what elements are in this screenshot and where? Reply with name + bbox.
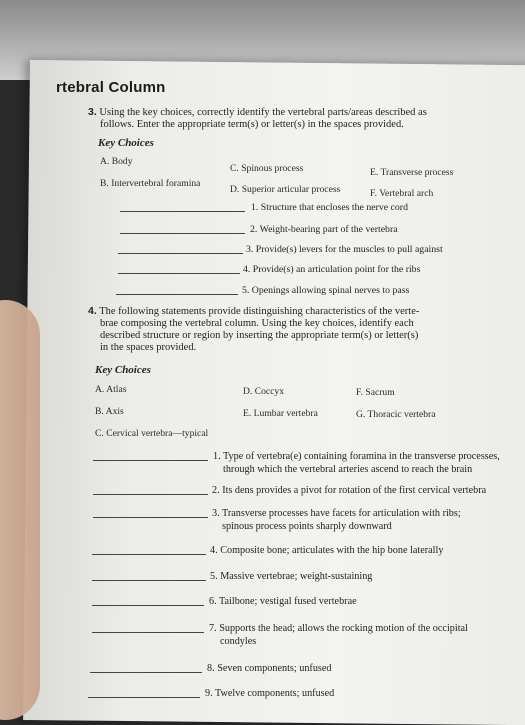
page-title: rtebral Column bbox=[56, 79, 166, 96]
question-3-prompt bbox=[88, 106, 468, 131]
q4-item-1-line2: through which the vertebral arteries ascend to reach the brain bbox=[223, 464, 473, 475]
q4-item-7-line1: 7. Supports the head; allows the rocking motion of the occipital bbox=[209, 623, 468, 634]
answer-blank[interactable] bbox=[88, 697, 200, 698]
question-4-prompt-line1: The following statements provide distinguishing characteristics of the verte- bbox=[99, 306, 420, 317]
q4-choice-g: G. Thoracic vertebra bbox=[356, 409, 436, 420]
q4-item-3-line2: spinous process points sharply downward bbox=[222, 521, 392, 532]
question-3-prompt-line2: follows. Enter the appropriate term(s) or letter(s) in the spaces provided. bbox=[100, 119, 404, 130]
q4-item-3-line1: 3. Transverse processes have facets for articulation with ribs; bbox=[212, 508, 461, 519]
q4-item-2: 2. Its dens provides a pivot for rotation of the first cervical vertebra bbox=[212, 485, 487, 496]
answer-blank[interactable] bbox=[120, 233, 245, 234]
q4-choice-b: B. Axis bbox=[95, 406, 124, 417]
q4-choice-c: C. Cervical vertebra—typical bbox=[95, 428, 209, 439]
q3-choice-f: F. Vertebral arch bbox=[370, 188, 434, 199]
q3-item-1: 1. Structure that encloses the nerve cord bbox=[251, 202, 408, 213]
q3-choice-e: E. Transverse process bbox=[370, 167, 454, 178]
question-4-prompt bbox=[88, 305, 468, 354]
q4-choice-e: E. Lumbar vertebra bbox=[243, 408, 318, 419]
question-3-number: 3. bbox=[88, 106, 97, 118]
q3-item-5: 5. Openings allowing spinal nerves to pass bbox=[242, 285, 410, 296]
question-4-prompt-line4: in the spaces provided. bbox=[100, 342, 197, 353]
question-4-number: 4. bbox=[88, 305, 97, 317]
question-3-key-heading: Key Choices bbox=[98, 137, 154, 149]
q3-choice-a: A. Body bbox=[100, 156, 133, 167]
answer-blank[interactable] bbox=[93, 494, 208, 495]
answer-blank[interactable] bbox=[92, 605, 204, 606]
answer-blank[interactable] bbox=[92, 580, 206, 581]
answer-blank[interactable] bbox=[118, 273, 240, 274]
answer-blank[interactable] bbox=[92, 554, 206, 555]
q4-item-9: 9. Twelve components; unfused bbox=[205, 688, 335, 699]
q4-choice-d: D. Coccyx bbox=[243, 386, 285, 397]
q4-item-4: 4. Composite bone; articulates with the hip bone laterally bbox=[210, 545, 444, 556]
answer-blank[interactable] bbox=[93, 517, 208, 518]
answer-blank[interactable] bbox=[116, 294, 238, 295]
q4-item-6: 6. Tailbone; vestigal fused vertebrae bbox=[209, 596, 357, 607]
q3-item-3: 3. Provide(s) levers for the muscles to pull against bbox=[246, 244, 443, 255]
q4-choice-a: A. Atlas bbox=[95, 384, 127, 395]
q3-choice-d: D. Superior articular process bbox=[230, 184, 341, 195]
answer-blank[interactable] bbox=[120, 211, 245, 212]
q3-choice-c: C. Spinous process bbox=[230, 163, 304, 174]
q3-item-2: 2. Weight-bearing part of the vertebra bbox=[250, 224, 398, 235]
answer-blank[interactable] bbox=[93, 460, 208, 461]
answer-blank[interactable] bbox=[92, 632, 204, 633]
question-4-prompt-line3: described structure or region by inserting the appropriate term(s) or letter(s) bbox=[100, 330, 419, 341]
thumb-overlay bbox=[0, 300, 40, 720]
q3-item-4: 4. Provide(s) an articulation point for the ribs bbox=[243, 264, 421, 275]
q4-item-1-line1: 1. Type of vertebra(e) containing foramina in the transverse processes, bbox=[213, 451, 500, 462]
answer-blank[interactable] bbox=[90, 672, 202, 673]
answer-blank[interactable] bbox=[118, 253, 243, 254]
q4-item-5: 5. Massive vertebrae; weight-sustaining bbox=[210, 571, 373, 582]
q4-item-7-line2: condyles bbox=[220, 636, 257, 647]
question-4-key-heading: Key Choices bbox=[95, 364, 151, 376]
question-3-prompt-line1: Using the key choices, correctly identify the vertebral parts/areas described as bbox=[99, 107, 427, 118]
question-4-prompt-line2: brae composing the vertebral column. Using the key choices, identify each bbox=[100, 318, 414, 329]
q4-item-8: 8. Seven components; unfused bbox=[207, 663, 332, 674]
q4-choice-f: F. Sacrum bbox=[356, 387, 395, 398]
q3-choice-b: B. Intervertebral foramina bbox=[100, 178, 201, 189]
